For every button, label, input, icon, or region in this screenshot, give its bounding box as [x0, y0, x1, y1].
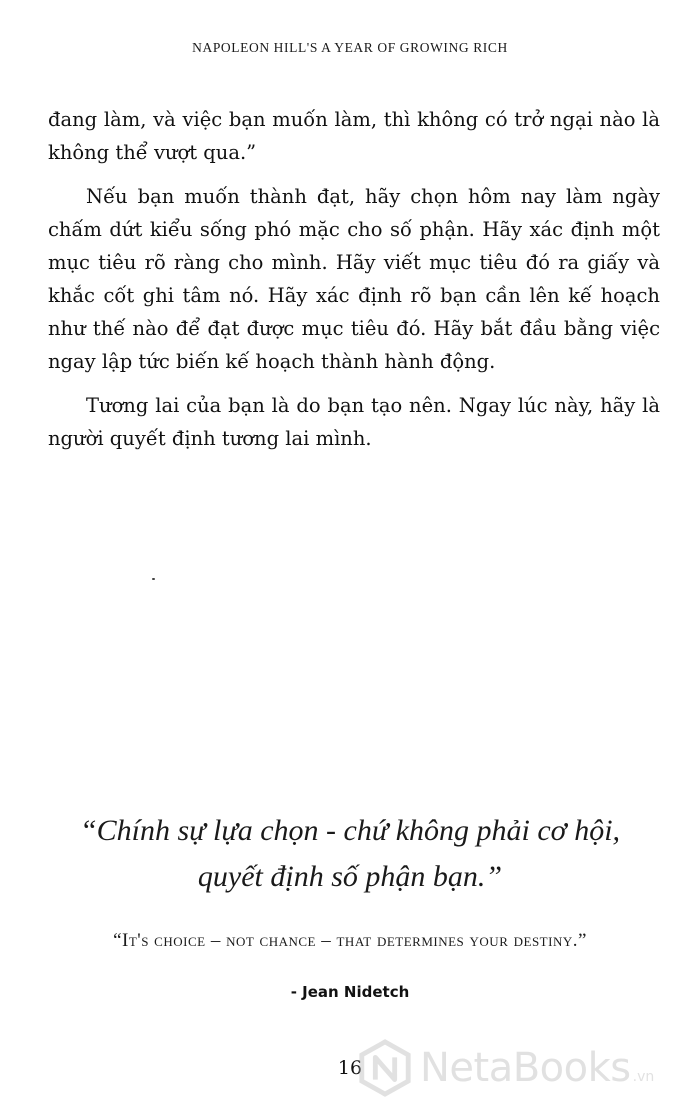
quote-vietnamese: [40, 808, 660, 900]
quote-vietnamese-line-2: quyết định số phận bạn.”: [197, 860, 503, 893]
paragraph-continuation: đang làm, và việc bạn muốn làm, thì không có trở ngại nào là không thể vượt qua.”: [48, 108, 660, 164]
paragraph-future: Tương lai của bạn là do bạn tạo nên. Ngay lúc này, hãy là người quyết định tương lai mình.: [48, 394, 660, 450]
watermark-brand-name: NetaBooks: [420, 1045, 631, 1091]
quote-author: - Jean Nidetch: [290, 983, 410, 1001]
watermark-suffix: .vn: [632, 1069, 655, 1085]
quote-english: “It's choice – not chance – that determines your destiny.”: [113, 930, 587, 951]
print-speck: [152, 578, 155, 580]
running-header: NAPOLEON HILL'S A YEAR OF GROWING RICH: [192, 40, 508, 55]
paragraph-goal: Nếu bạn muốn thành đạt, hãy chọn hôm nay làm ngày chấm dứt kiểu sống phó mặc cho số phận. Hãy xác định một mục tiêu rõ ràng cho mình. Hãy viết mục tiêu đó ra giấy và khắc cốt ghi tâm nó. Hãy xác định rõ bạn cần lên kế hoạch như thế nào để đạt được mục tiêu đó. Hãy bắt đầu bằng việc ngay lập tức biến kế hoạch thành hành động.: [48, 185, 660, 373]
page-number: 16: [337, 1057, 363, 1079]
quote-vietnamese-line-1: “Chính sự lựa chọn - chứ không phải cơ hội,: [79, 814, 621, 847]
body-text: [48, 103, 660, 466]
